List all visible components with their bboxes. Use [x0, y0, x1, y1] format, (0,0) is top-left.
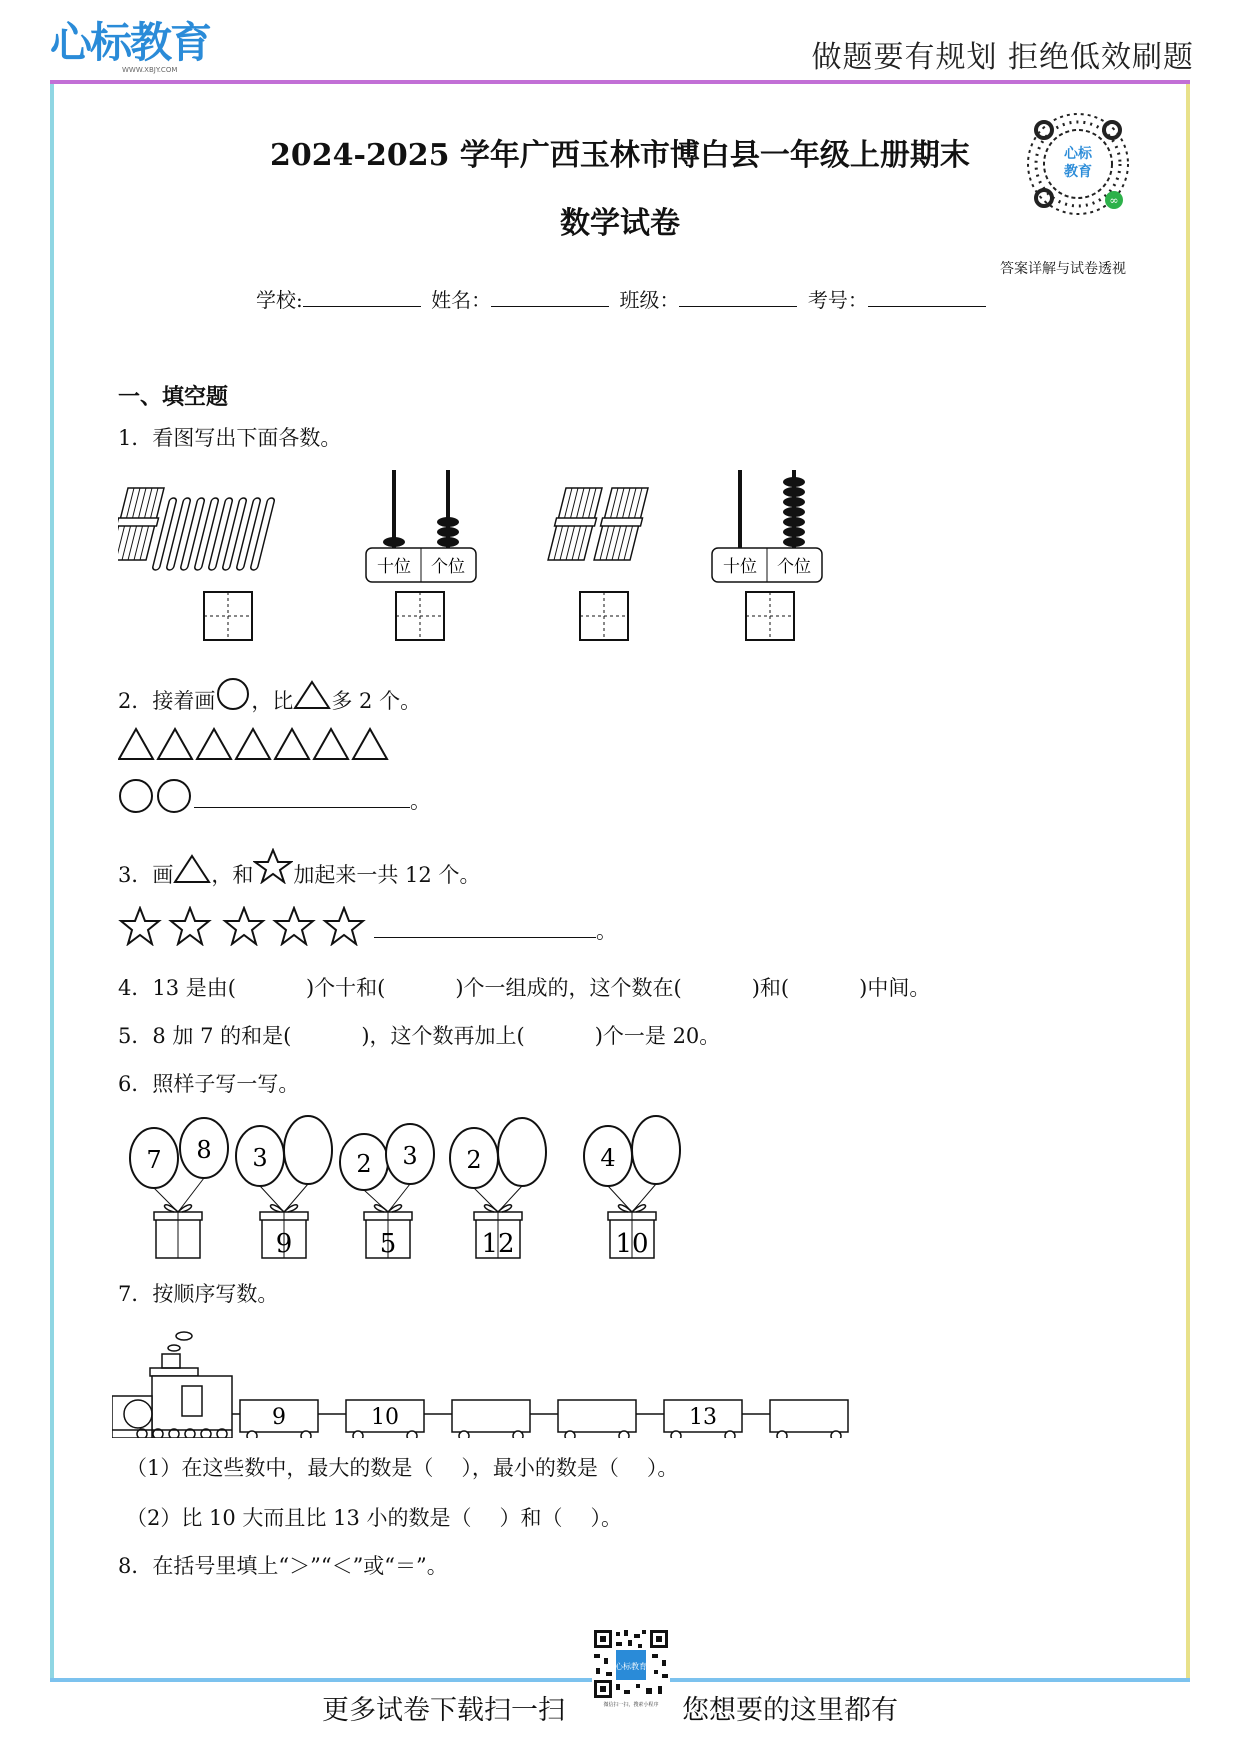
- q3-text-a: 3．画: [118, 863, 174, 887]
- train-engine: [112, 1332, 232, 1438]
- question-4: [118, 972, 930, 1002]
- circle-icon: [215, 678, 251, 712]
- train-car[interactable]: [558, 1400, 636, 1438]
- question-7: 7．按顺序写数。: [118, 1282, 279, 1306]
- q5-text-c: )个一是 20。: [594, 1024, 721, 1048]
- triangle-icon: [293, 680, 331, 710]
- class-label: 班级：: [619, 288, 680, 312]
- qr-label-bottom: 教育: [1064, 164, 1092, 180]
- question-7-2: [126, 1502, 622, 1532]
- triangle-icon: [119, 729, 153, 759]
- ones-label: 个位: [431, 557, 465, 577]
- triangle-icon: [314, 729, 348, 759]
- balloon-number: 2: [466, 1146, 482, 1174]
- q7-1-text-c: ）。: [646, 1456, 679, 1480]
- qr-code-bottom[interactable]: [592, 1628, 670, 1708]
- question-6: 6．照样子写一写。: [118, 1072, 300, 1096]
- ones-label: 个位: [777, 557, 811, 577]
- header-slogan: 做题要有规划 拒绝低效刷题: [811, 40, 1194, 75]
- train-figure: [112, 1318, 862, 1438]
- answer-box[interactable]: [580, 592, 628, 640]
- star-row: [118, 906, 374, 946]
- gift-number: 5: [379, 1229, 397, 1259]
- top-divider: [50, 80, 1190, 84]
- train-car: [346, 1400, 424, 1438]
- balloon-number: 4: [600, 1144, 616, 1172]
- q7-1-text-a: （1）在这些数中，最大的数是（: [126, 1456, 434, 1480]
- car-number: 10: [371, 1405, 399, 1430]
- balloon-group: [130, 1118, 228, 1258]
- balloon-group: [584, 1116, 680, 1259]
- exam-no-field[interactable]: [868, 290, 986, 307]
- train-car[interactable]: [452, 1400, 530, 1438]
- balloon-group: [236, 1116, 332, 1259]
- abacus: [712, 470, 822, 582]
- balloon: [284, 1116, 332, 1184]
- left-border: [50, 84, 54, 1678]
- stick-bundle: [592, 488, 650, 560]
- q5-text-a: 5．8 加 7 的和是(: [118, 1024, 292, 1048]
- balloon-number: 8: [196, 1136, 212, 1164]
- q7-2-text-b: ）和（: [499, 1506, 563, 1530]
- circle-pair: [118, 778, 194, 814]
- balloon-number: 7: [146, 1146, 162, 1174]
- tens-label: 十位: [377, 557, 411, 577]
- balloon-number: 2: [356, 1150, 372, 1178]
- q4-text-d: )和(: [751, 976, 790, 1000]
- question-3: [118, 848, 480, 889]
- school-label: 学校:: [256, 288, 303, 312]
- page-title: 2024-2025 学年广西玉林市博白县一年级上册期末: [270, 138, 970, 173]
- balloon-number: 3: [402, 1142, 418, 1170]
- question-5: [118, 1020, 720, 1050]
- q2-text-a: 2．接着画: [118, 689, 216, 713]
- triangle-icon: [353, 729, 387, 759]
- name-field[interactable]: [491, 290, 609, 307]
- balloon-figure: [118, 1106, 698, 1266]
- balloon-group: [450, 1118, 546, 1259]
- q4-text-e: )中间。: [859, 976, 931, 1000]
- triangle-icon: [197, 729, 231, 759]
- q7-2-text-a: （2）比 10 大而且比 13 小的数是（: [126, 1506, 472, 1530]
- circle-icon: [158, 780, 190, 812]
- q3-text-c: 加起来一共 12 个。: [293, 863, 481, 887]
- star-icon: [225, 908, 263, 944]
- q2-answer-blank[interactable]: [194, 787, 410, 808]
- name-label: 姓名：: [431, 288, 492, 312]
- gift-number: 10: [615, 1229, 649, 1259]
- gift-number: 12: [481, 1229, 515, 1259]
- school-field[interactable]: [303, 290, 421, 307]
- car-number: 13: [689, 1405, 717, 1430]
- q4-text-c: )个一组成的，这个数在(: [455, 976, 682, 1000]
- q3-answer-row: [118, 906, 617, 946]
- q2-text-c: 多 2 个。: [331, 689, 422, 713]
- q7-1-text-b: ），最小的数是（: [461, 1456, 619, 1480]
- svg-text:∞: ∞: [1109, 194, 1119, 207]
- balloon: [632, 1116, 680, 1184]
- footer-right-text: 您想要的这里都有: [682, 1695, 898, 1726]
- qr-bottom-caption: 微信扫一扫，搜索小程序: [603, 1702, 659, 1708]
- page-subtitle: 数学试卷: [560, 206, 680, 241]
- q7-2-text-c: ）。: [590, 1506, 623, 1530]
- triangle-icon: [236, 729, 270, 759]
- q3-end: 。: [596, 919, 617, 943]
- section-title: 一、填空题: [118, 385, 229, 410]
- star-icon: [121, 908, 159, 944]
- question-1: 1．看图写出下面各数。: [118, 426, 342, 450]
- train-car[interactable]: [770, 1400, 848, 1438]
- triangle-row: [118, 726, 398, 762]
- question-2: [118, 678, 421, 715]
- q2-end: 。: [410, 789, 431, 813]
- qr-caption: 答案详解与试卷透视: [1000, 261, 1126, 277]
- qr-label-top: 心标: [1064, 146, 1092, 162]
- car-number: 9: [272, 1405, 286, 1430]
- star-icon: [325, 908, 363, 944]
- triangle-icon: [158, 729, 192, 759]
- stick-bundle: [546, 488, 604, 560]
- balloon-group: [340, 1124, 434, 1259]
- question-8: 8．在括号里填上“＞”“＜”或“＝”。: [118, 1554, 448, 1578]
- q3-text-b: ，和: [211, 863, 254, 887]
- class-field[interactable]: [679, 290, 797, 307]
- tens-label: 十位: [723, 557, 757, 577]
- question-1-figure: [118, 460, 838, 650]
- question-7-1: [126, 1452, 678, 1482]
- brand-logo: [50, 20, 210, 80]
- brand-name: 心标教育: [50, 18, 211, 67]
- right-border: [1186, 84, 1190, 1678]
- circle-icon: [120, 780, 152, 812]
- q4-text-a: 4．13 是由(: [118, 976, 236, 1000]
- q2-answer-row: [118, 778, 431, 815]
- qr-code-top[interactable]: [1022, 108, 1134, 220]
- balloon-number: 3: [252, 1144, 268, 1172]
- star-icon: [275, 908, 313, 944]
- gift-number: 9: [275, 1229, 293, 1259]
- balloon: [498, 1118, 546, 1186]
- qr-bottom-label: 心标教育: [615, 1662, 647, 1671]
- brand-url: WWW.XBJY.COM: [122, 66, 178, 74]
- q2-text-b: ，比: [251, 689, 294, 713]
- exam-no-label: 考号：: [807, 288, 868, 312]
- train-car: [664, 1400, 742, 1438]
- star-icon: [253, 848, 293, 884]
- abacus: [366, 470, 476, 582]
- answer-box[interactable]: [204, 592, 252, 640]
- triangle-icon: [275, 729, 309, 759]
- answer-box[interactable]: [396, 592, 444, 640]
- answer-box[interactable]: [746, 592, 794, 640]
- footer-left-text: 更多试卷下载扫一扫: [322, 1695, 565, 1726]
- q3-answer-blank[interactable]: [374, 917, 596, 938]
- student-info-row: [256, 284, 990, 313]
- train-car: [240, 1400, 318, 1438]
- star-icon: [171, 908, 209, 944]
- triangle-icon: [173, 854, 211, 884]
- q4-text-b: )个十和(: [305, 976, 386, 1000]
- q5-text-b: )，这个数再加上(: [361, 1024, 525, 1048]
